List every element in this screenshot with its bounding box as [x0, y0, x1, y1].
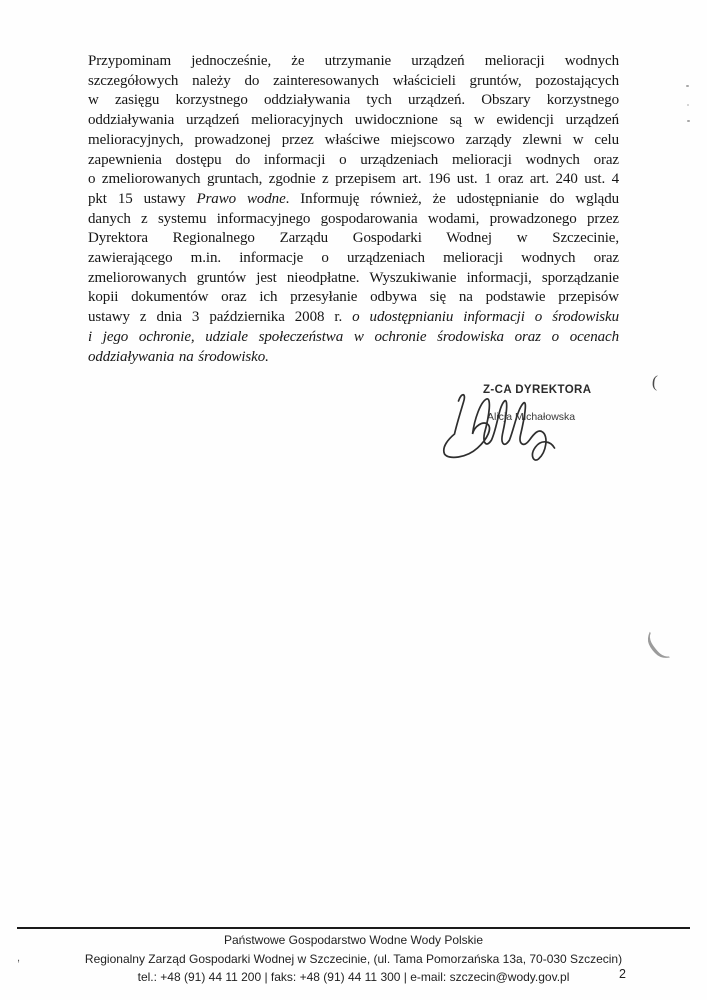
scan-artifact-dot: [686, 85, 689, 87]
text-segment: melioracyjnych, prowadzonej przez właściwe miejscowo zarządy zlewni w celu: [88, 131, 619, 148]
page-number: 2: [619, 967, 626, 981]
signature-title: Z-CA DYREKTORA: [483, 384, 592, 396]
text-segment: Dyrektora Regionalnego Zarządu Gospodarki Wodnej w Szczecinie,: [88, 230, 619, 247]
paragraph-line: [88, 288, 619, 308]
paragraph-line: [88, 131, 619, 151]
text-segment: Prawo wodne: [196, 190, 286, 207]
paragraph-line: [88, 328, 619, 348]
paragraph-line: [88, 72, 619, 92]
text-segment: zmeliorowanych gruntów jest nieodpłatne. Wyszukiwanie informacji, sporządzanie: [88, 269, 619, 286]
text-segment: Przypominam jednocześnie, że utrzymanie urządzeń melioracji wodnych: [88, 53, 619, 69]
text-segment: zapewnienia dostępu do informacji o urządzeniach melioracji wodnych oraz: [88, 151, 619, 168]
text-segment: szczegółowych należy do zainteresowanych właścicieli gruntów, pozostających: [88, 72, 619, 89]
scan-artifact-dot: [687, 120, 690, 122]
text-segment: oddziaływania urządzeń melioracyjnych uwidocznione są w ewidencji urządzeń: [88, 112, 619, 129]
footer-org-address: Regionalny Zarząd Gospodarki Wodnej w Szczecinie, (ul. Tama Pomorzańska 13a, 70-030 Szczecin): [84, 951, 623, 966]
scan-artifact-dot: [687, 104, 689, 106]
handwritten-signature-icon: [436, 389, 572, 469]
paragraph-line: [88, 52, 619, 72]
paragraph-line: [88, 249, 619, 269]
paragraph-line: [88, 190, 619, 210]
paragraph-line: [88, 308, 619, 328]
footer-divider: [17, 927, 690, 929]
scan-artifact-paren: (: [651, 371, 659, 392]
text-segment: danych z systemu informacyjnego gospodarowania wodami, prowadzonego przez: [88, 210, 619, 227]
text-segment: ustawy z dnia 3 października 2008 r.: [88, 309, 353, 326]
paragraph-line: [88, 91, 619, 111]
text-segment: w zasięgu korzystnego oddziaływania tych urządzeń. Obszary korzystnego: [88, 92, 619, 109]
letter-paragraph: [88, 52, 619, 367]
footer: [0, 931, 707, 987]
paragraph-line: [88, 111, 619, 131]
paragraph-line: [88, 151, 619, 171]
paragraph-line: [88, 170, 619, 190]
text-segment: zawierającego m.in. informacje o urządzeniach melioracji wodnych oraz: [88, 250, 619, 267]
scan-artifact-comma: ,: [17, 952, 21, 964]
text-segment: o udostępnianiu informacji o środowisku: [352, 309, 619, 326]
footer-org-name: Państwowe Gospodarstwo Wodne Wody Polskie: [223, 933, 484, 947]
text-segment: i jego ochronie, udziale społeczeństwa w ochronie środowiska oraz o ocenach: [88, 328, 619, 345]
paragraph-line: [88, 229, 619, 249]
paragraph-line: [88, 210, 619, 230]
text-segment: oddziaływania na środowisko.: [88, 348, 269, 365]
footer-contact: tel.: +48 (91) 44 11 200 | faks: +48 (91) 44 11 300 | e-mail: szczecin@wody.gov.pl: [137, 970, 570, 985]
text-segment: pkt 15 ustawy: [88, 190, 197, 207]
text-segment: o zmeliorowanych gruntach, zgodnie z przepisem art. 196 ust. 1 oraz art. 240 ust. 4: [88, 171, 619, 188]
paragraph-line: [88, 269, 619, 289]
scan-artifact-arc: (: [636, 625, 672, 665]
text-segment: kopii dokumentów oraz ich przesyłanie odbywa się na podstawie przepisów: [88, 289, 619, 306]
text-segment: . Informuję również, że udostępnianie do wglądu: [285, 190, 619, 207]
signature-name: Alicja Michałowska: [487, 411, 576, 423]
paragraph-line: [88, 348, 619, 368]
